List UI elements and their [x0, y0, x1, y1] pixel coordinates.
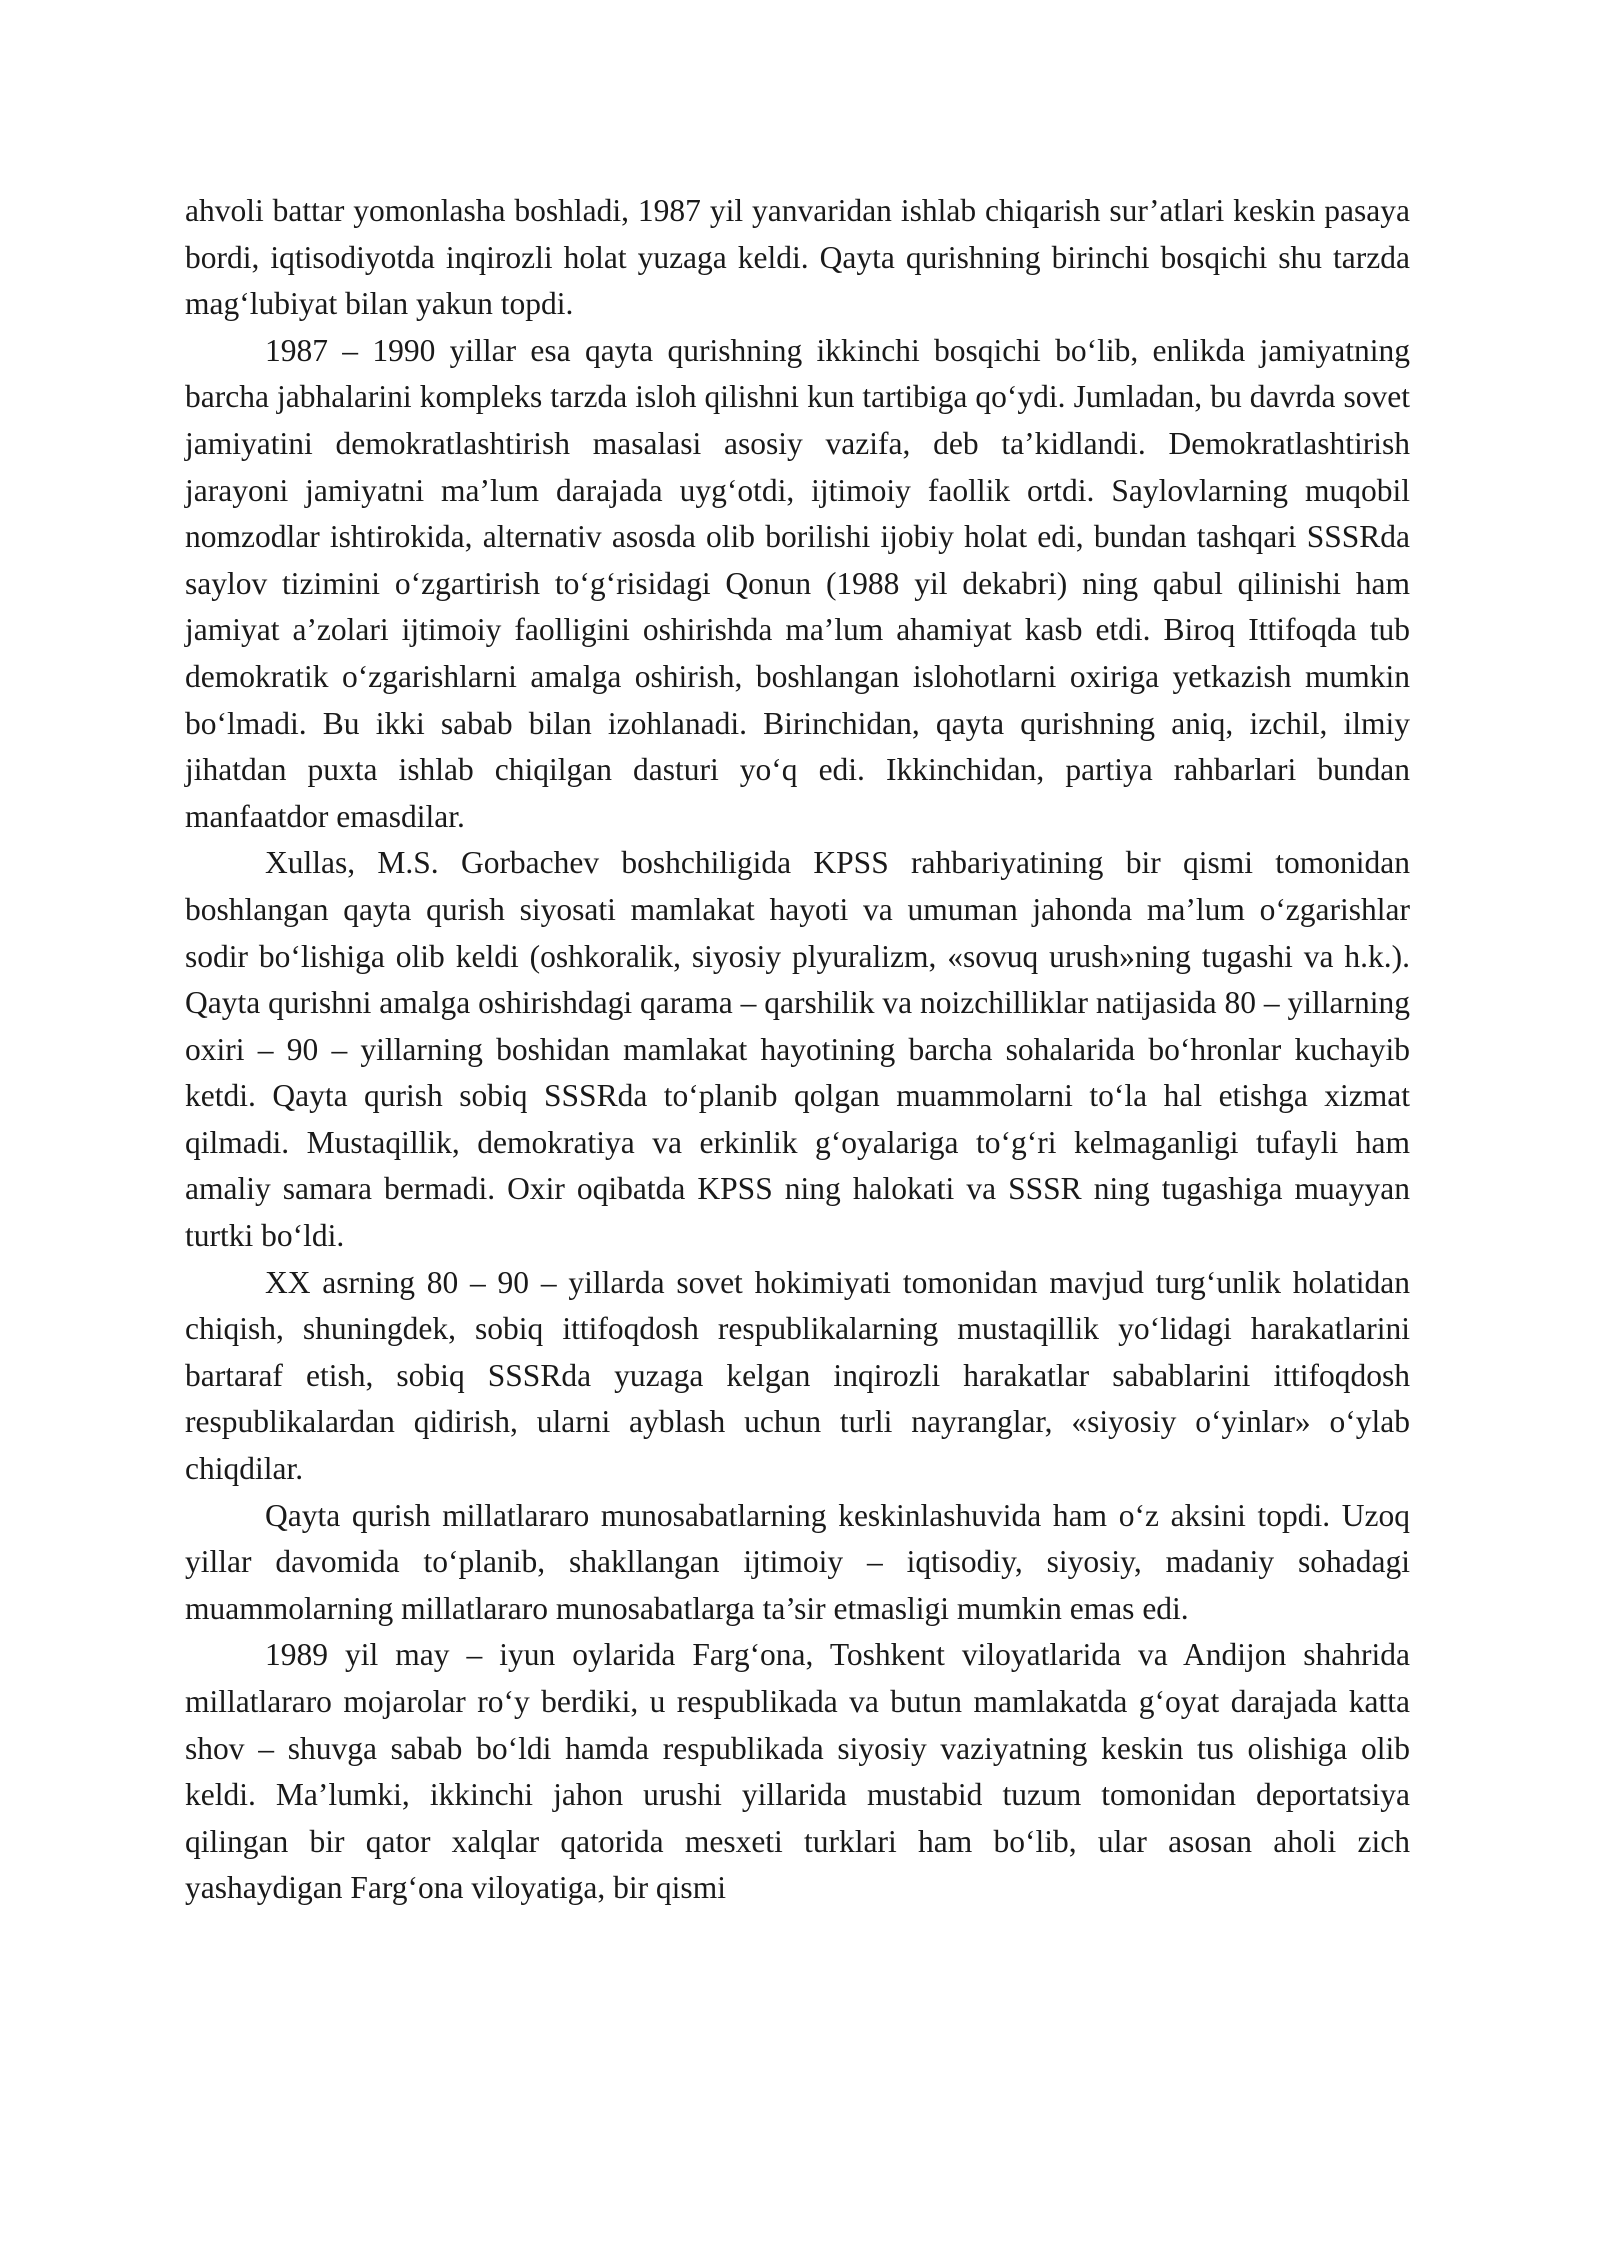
paragraph-summary: Xullas, M.S. Gorbachev boshchiligida KPSS rahbariyatining bir qismi tomonidan boshlangan qayta qurish siyosati mamlakat hayoti va umuman jahonda ma’lum o‘zgarishlar sodir bo‘lishiga olib keldi (oshkoralik, siyosiy plyuralizm, «sovuq urush»ning tugashi va h.k.). Qayta qurishni amalga oshirishdagi qarama – qarshilik va noizchilliklar natijasida 80 – yillarning oxiri – 90 – yillarning boshidan mamlakat hayotining barcha sohalarida bo‘hronlar kuchayib ketdi. Qayta qurish sobiq SSSRda to‘planib qolgan muammolarni to‘la hal etishga xizmat qilmadi. Mustaqillik, demokratiya va erkinlik g‘oyalariga to‘g‘ri kelmaganligi tufayli ham amaliy samara bermadi. Oxir oqibatda KPSS ning halokati va SSSR ning tugashiga muayyan turtki bo‘ldi.: [185, 845, 1410, 1254]
paragraph-1989-events: 1989 yil may – iyun oylarida Farg‘ona, Toshkent viloyatlarida va Andijon shahrida millatlararo mojarolar ro‘y berdiki, u respublikada va butun mamlakatda g‘oyat darajada katta shov – shuvga sabab bo‘ldi hamda respublikada siyosiy vaziyatning keskin tus olishiga olib keldi. Ma’lumki, ikkinchi jahon urushi yillarida mustabid tuzum tomonidan deportatsiya qilingan bir qator xalqlar qatorida mesxeti turklari ham bo‘lib, ular asosan aholi zich yashaydigan Farg‘ona viloyatiga, bir qismi: [185, 1637, 1410, 1906]
paragraph-continuation: ahvoli battar yomonlasha boshladi, 1987 yil yanvaridan ishlab chiqarish sur’atlari keskin pasaya bordi, iqtisodiyotda inqirozli holat yuzaga keldi. Qayta qurishning birinchi bosqichi shu tarzda mag‘lubiyat bilan yakun topdi.: [185, 193, 1410, 322]
paragraph-second-stage: 1987 – 1990 yillar esa qayta qurishning ikkinchi bosqichi bo‘lib, enlikda jamiyatning barcha jabhalarini kompleks tarzda isloh qilishni kun tartibiga qo‘ydi. Jumladan, bu davrda sovet jamiyatini demokratlashtirish masalasi asosiy vazifa, deb ta’kidlandi. Demokratlashtirish jarayoni jamiyatni ma’lum darajada uyg‘otdi, ijtimoiy faollik ortdi. Saylovlarning muqobil nomzodlar ishtirokida, alternativ asosda olib borilishi ijobiy holat edi, bundan tashqari SSSRda saylov tizimini o‘zgartirish to‘g‘risidagi Qonun (1988 yil dekabri) ning qabul qilinishi ham jamiyat a’zolari ijtimoiy faolligini oshirishda ma’lum ahamiyat kasb etdi. Biroq Ittifoqda tub demokratik o‘zgarishlarni amalga oshirish, boshlangan islohotlarni oxiriga yetkazish mumkin bo‘lmadi. Bu ikki sabab bilan izohlanadi. Birinchidan, qayta qurishning aniq, izchil, ilmiy jihatdan puxta ishlab chiqilgan dasturi yo‘q edi. Ikkinchidan, partiya rahbarlari bundan manfaatdor emasdilar.: [185, 332, 1410, 834]
document-page: [185, 188, 1410, 1912]
paragraph-interethnic: Qayta qurish millatlararo munosabatlarning keskinlashuvida ham o‘z aksini topdi. Uzoq yillar davomida to‘planib, shakllangan ijtimoiy – iqtisodiy, siyosiy, madaniy sohadagi muammolarning millatlararo munosabatlarga ta’sir etmasligi mumkin emas edi.: [185, 1497, 1410, 1626]
paragraph-soviet-power: XX asrning 80 – 90 – yillarda sovet hokimiyati tomonidan mavjud turg‘unlik holatidan chiqish, shuningdek, sobiq ittifoqdosh respublikalarning mustaqillik yo‘lidagi harakatlarini bartaraf etish, sobiq SSSRda yuzaga kelgan inqirozli harakatlar sabablarini ittifoqdosh respublikalardan qidirish, ularni ayblash uchun turli nayranglar, «siyosiy o‘yinlar» o‘ylab chiqdilar.: [185, 1264, 1410, 1487]
